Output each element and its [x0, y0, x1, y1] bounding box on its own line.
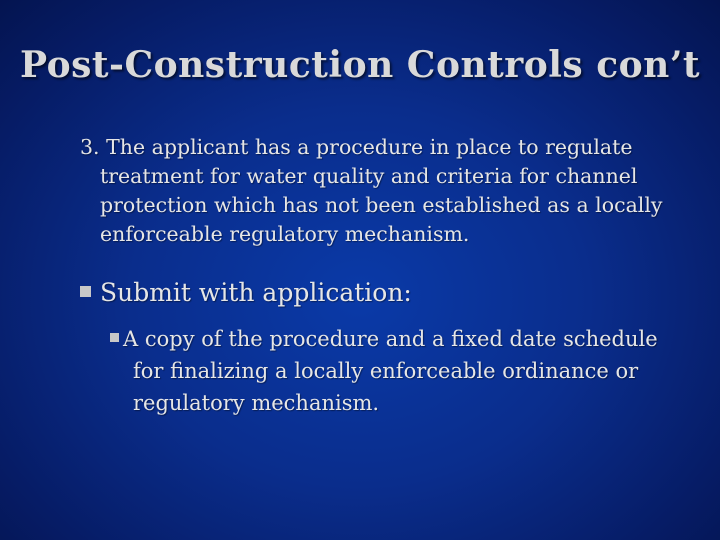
bullet-level1-text: Submit with application:: [100, 278, 412, 307]
numbered-paragraph: 3. The applicant has a procedure in place to regulate treatment for water quality and criteria for channel protection which has not been established as a locally enforceable regulatory mechanism.: [80, 135, 663, 246]
bullet-level1: [80, 278, 670, 308]
bullet-level2: [110, 323, 693, 419]
bullet-level2-text: A copy of the procedure and a fixed date schedule for finalizing a locally enforceable ordinance or regulatory mechanism.: [123, 327, 658, 415]
slide-title: Post-Construction Controls con’t: [20, 44, 700, 86]
square-bullet-icon: [110, 333, 119, 342]
square-bullet-icon: [80, 286, 91, 297]
